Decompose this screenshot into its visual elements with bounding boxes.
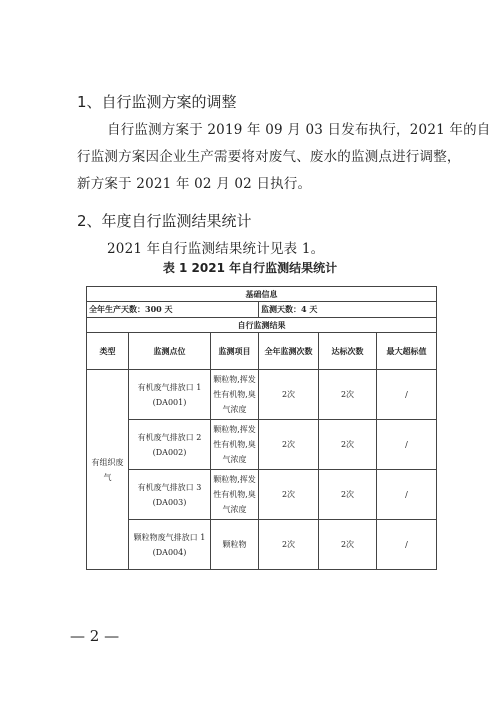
section2-intro: 2021 年自行监测结果统计见表 1。 — [107, 241, 325, 257]
point-cell — [129, 420, 211, 470]
point-name: 有机废气排放口 1 — [137, 382, 202, 392]
section1-line-1: 自行监测方案于 2019 年 09 月 03 日发布执行，2021 年的自 — [107, 122, 491, 138]
table-row — [87, 420, 437, 470]
pass-cell: 2次 — [319, 520, 377, 570]
item-cell — [211, 370, 259, 420]
item-line: 气浓度 — [222, 505, 247, 514]
item-line: 性有机物,臭 — [213, 390, 256, 399]
item-line: 颗粒物,挥发 — [213, 375, 256, 384]
point-code: (DA002) — [152, 447, 187, 457]
col-header-point: 监测点位 — [129, 333, 211, 370]
point-name: 有机废气排放口 3 — [137, 482, 202, 492]
column-header-row — [87, 333, 437, 370]
page-number: — 2 — — [70, 627, 120, 645]
table-row — [87, 370, 437, 420]
section1-line-3: 新方案于 2021 年 02 月 02 日执行。 — [77, 176, 312, 192]
table-caption: 表 1 2021 年自行监测结果统计 — [162, 261, 338, 275]
item-cell — [211, 420, 259, 470]
results-header: 自行监测结果 — [87, 318, 437, 333]
point-cell — [129, 370, 211, 420]
production-days: 全年生产天数：300 天 — [87, 302, 259, 318]
col-header-count: 全年监测次数 — [259, 333, 319, 370]
point-cell — [129, 520, 211, 570]
section1-heading: 1、自行监测方案的调整 — [77, 93, 237, 111]
item-cell — [211, 520, 259, 570]
item-line: 颗粒物 — [222, 540, 247, 549]
col-header-item: 监测项目 — [211, 333, 259, 370]
section2-heading: 2、年度自行监测结果统计 — [77, 212, 252, 230]
max-cell: / — [377, 370, 437, 420]
table-row — [87, 520, 437, 570]
monitoring-days: 监测天数：4 天 — [259, 302, 437, 318]
max-cell: / — [377, 520, 437, 570]
point-name: 颗粒物废气排放口 1 — [133, 532, 206, 542]
item-line: 性有机物,臭 — [213, 440, 256, 449]
item-cell — [211, 470, 259, 520]
results-table — [86, 286, 437, 570]
table-row — [87, 470, 437, 520]
point-code: (DA003) — [152, 497, 187, 507]
basic-info-header: 基础信息 — [87, 287, 437, 302]
pass-cell: 2次 — [319, 370, 377, 420]
max-cell: / — [377, 420, 437, 470]
col-header-type: 类型 — [87, 333, 129, 370]
item-line: 气浓度 — [222, 405, 247, 414]
item-line: 颗粒物,挥发 — [213, 425, 256, 434]
item-line: 气浓度 — [222, 455, 247, 464]
count-cell: 2次 — [259, 420, 319, 470]
section1-line-2: 行监测方案因企业生产需要将对废气、废水的监测点进行调整， — [77, 149, 461, 165]
point-cell — [129, 470, 211, 520]
pass-cell: 2次 — [319, 420, 377, 470]
item-line: 颗粒物,挥发 — [213, 475, 256, 484]
point-name: 有机废气排放口 2 — [137, 432, 202, 442]
count-cell: 2次 — [259, 470, 319, 520]
point-code: (DA004) — [152, 547, 187, 557]
count-cell: 2次 — [259, 520, 319, 570]
col-header-max: 最大超标值 — [377, 333, 437, 370]
col-header-pass: 达标次数 — [319, 333, 377, 370]
max-cell: / — [377, 470, 437, 520]
count-cell: 2次 — [259, 370, 319, 420]
point-code: (DA001) — [152, 397, 187, 407]
pass-cell: 2次 — [319, 470, 377, 520]
item-line: 性有机物,臭 — [213, 490, 256, 499]
type-cell: 有组织废气 — [87, 370, 129, 570]
